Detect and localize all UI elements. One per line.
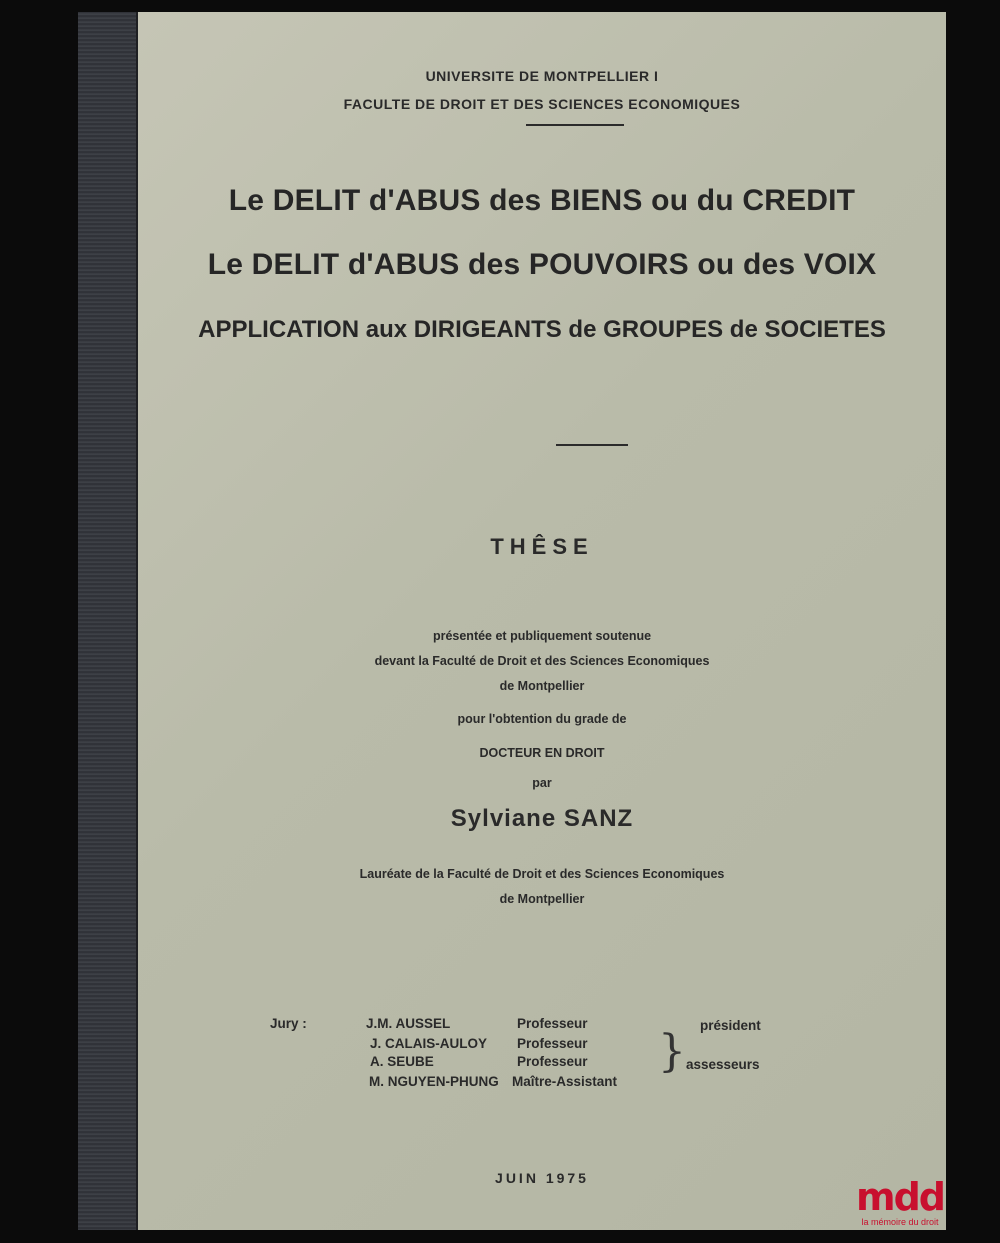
jury-member-name-1: J.M. AUSSEL bbox=[366, 1016, 451, 1031]
author-name: Sylviane SANZ bbox=[450, 805, 634, 832]
jury-member-name-3: A. SEUBE bbox=[370, 1054, 434, 1069]
divider-top bbox=[526, 124, 624, 126]
thesis-line-1: présentée et publiquement soutenue bbox=[432, 629, 652, 643]
title-page bbox=[138, 12, 946, 1230]
thesis-line-3: de Montpellier bbox=[499, 679, 585, 693]
jury-member-title-1: Professeur bbox=[517, 1016, 588, 1031]
faculty-name: FACULTE DE DROIT ET DES SCIENCES ECONOMIQUES bbox=[343, 96, 741, 112]
divider-middle bbox=[556, 444, 628, 446]
jury-role-president: président bbox=[700, 1018, 761, 1033]
date: JUIN 1975 bbox=[495, 1170, 589, 1186]
title-line-2: Le DELIT d'ABUS des POUVOIRS ou des VOIX bbox=[207, 248, 877, 281]
book-cover bbox=[78, 12, 946, 1230]
jury-label: Jury : bbox=[270, 1016, 307, 1031]
jury-member-name-2: J. CALAIS-AULOY bbox=[370, 1036, 488, 1051]
jury-member-title-3: Professeur bbox=[517, 1054, 588, 1069]
logo-mark bbox=[850, 1175, 950, 1219]
laureate-line-1: Lauréate de la Faculté de Droit et des Sciences Economiques bbox=[359, 867, 725, 881]
by-label: par bbox=[532, 776, 552, 790]
laureate-line-2: de Montpellier bbox=[499, 892, 585, 906]
jury-member-title-2: Professeur bbox=[517, 1036, 588, 1051]
jury-member-title-4: Maître-Assistant bbox=[512, 1074, 618, 1089]
thesis-line-2: devant la Faculté de Droit et des Sciences Economiques bbox=[374, 654, 710, 668]
title-line-3: APPLICATION aux DIRIGEANTS de GROUPES de SOCIETES bbox=[198, 316, 886, 343]
book-spine bbox=[78, 12, 138, 1230]
logo-tagline: la mémoire du droit bbox=[861, 1217, 939, 1227]
title-line-1: Le DELIT d'ABUS des BIENS ou du CREDIT bbox=[228, 184, 856, 217]
jury-role-assessors: assesseurs bbox=[686, 1057, 760, 1072]
jury-member-name-4: M. NGUYEN-PHUNG bbox=[369, 1074, 499, 1089]
thesis-line-4: pour l'obtention du grade de bbox=[457, 712, 627, 726]
degree: DOCTEUR EN DROIT bbox=[479, 746, 605, 760]
logo-mark-text: mdd bbox=[856, 1175, 944, 1219]
jury-brace: } bbox=[658, 1026, 686, 1077]
thesis-label: THÊSE bbox=[490, 534, 594, 559]
university-name: UNIVERSITE DE MONTPELLIER I bbox=[425, 68, 659, 84]
mdd-logo bbox=[850, 1175, 950, 1227]
